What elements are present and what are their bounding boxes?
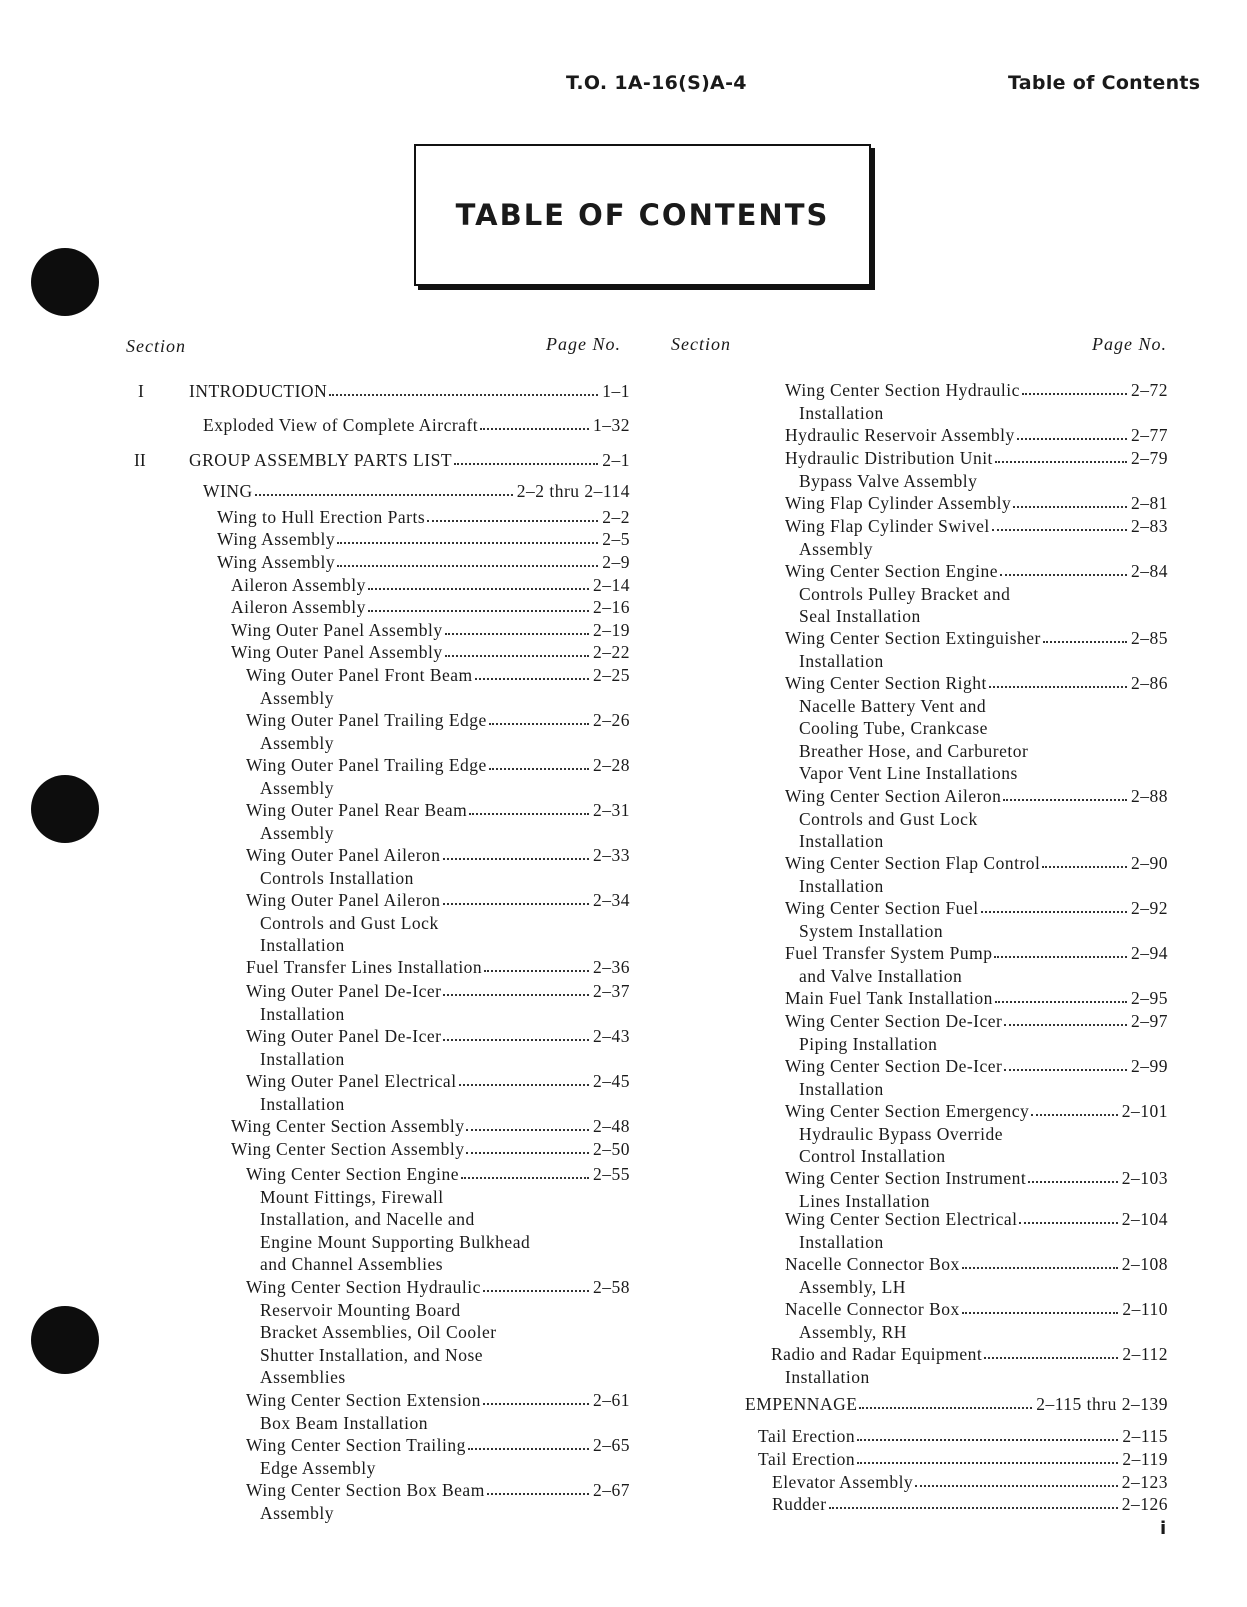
toc-entry bbox=[771, 1343, 1168, 1365]
toc-entry bbox=[772, 1471, 1168, 1493]
toc-entry-title: Wing Center Section De-Icer bbox=[785, 1056, 1003, 1076]
toc-entry bbox=[246, 1070, 630, 1092]
toc-entry-title: Wing Flap Cylinder Assembly bbox=[785, 493, 1012, 513]
toc-entry bbox=[785, 1100, 1168, 1122]
toc-entry-continuation: Bypass Valve Assembly bbox=[799, 470, 978, 491]
toc-entry-title: Wing Center Section Assembly bbox=[231, 1116, 465, 1136]
toc-entry-continuation: Vapor Vent Line Installations bbox=[799, 763, 1018, 783]
toc-entry-page: 2–90 bbox=[1131, 853, 1168, 873]
dot-leader bbox=[1042, 852, 1127, 868]
toc-entry-page: 2–14 bbox=[593, 575, 630, 595]
toc-entry bbox=[785, 1298, 1168, 1320]
toc-entry-continuation: Installation bbox=[260, 1048, 345, 1069]
toc-entry bbox=[246, 980, 630, 1002]
toc-entry-title: Wing Center Section Right bbox=[785, 673, 987, 693]
toc-entry-title: Fuel Transfer System Pump bbox=[785, 943, 993, 963]
toc-entry-title: Wing Center Section Flap Control bbox=[785, 853, 1041, 873]
toc-entry-page: 2–37 bbox=[593, 981, 630, 1001]
toc-entry-continuation: Nacelle Battery Vent and bbox=[799, 695, 987, 716]
toc-entry-title: Wing Center Section Engine bbox=[785, 561, 999, 581]
toc-entry-continuation: Installation bbox=[799, 831, 884, 851]
dot-leader bbox=[981, 897, 1127, 913]
toc-entry-page: 2–33 bbox=[593, 845, 630, 865]
dot-leader bbox=[475, 664, 589, 680]
toc-entry bbox=[785, 1167, 1168, 1189]
toc-entry-continuation: and Channel Assemblies bbox=[260, 1254, 444, 1274]
dot-leader bbox=[489, 754, 589, 770]
dot-leader bbox=[368, 574, 589, 590]
toc-entry-page: 2–108 bbox=[1121, 1254, 1168, 1274]
dot-leader bbox=[984, 1343, 1118, 1359]
toc-entry-title: Wing Assembly bbox=[217, 529, 336, 549]
toc-entry-page: 2–58 bbox=[593, 1277, 630, 1297]
dot-leader bbox=[484, 956, 589, 972]
section-numeral: I bbox=[138, 381, 144, 401]
toc-entry bbox=[217, 528, 630, 550]
toc-entry-title: Wing Outer Panel Trailing Edge bbox=[246, 755, 487, 775]
dot-leader bbox=[483, 1276, 589, 1292]
toc-entry bbox=[246, 889, 630, 911]
toc-entry-title: Aileron Assembly bbox=[231, 597, 366, 617]
binder-hole bbox=[31, 1306, 99, 1374]
toc-entry-page: 2–97 bbox=[1131, 1011, 1168, 1031]
dot-leader bbox=[962, 1253, 1118, 1269]
dot-leader bbox=[962, 1298, 1119, 1314]
running-header: Table of Contents bbox=[1008, 72, 1201, 94]
toc-entry bbox=[785, 447, 1168, 469]
toc-entry-page: 2–2 bbox=[602, 507, 630, 527]
toc-entry bbox=[189, 449, 630, 471]
toc-entry bbox=[785, 560, 1168, 582]
toc-entry-title: Wing Outer Panel Front Beam bbox=[246, 665, 473, 685]
toc-entry-title: Wing Center Section Box Beam bbox=[246, 1480, 485, 1500]
dot-leader bbox=[337, 528, 598, 544]
toc-entry-page: 2–1 bbox=[602, 450, 630, 470]
toc-entry-continuation: Assembly bbox=[260, 732, 334, 753]
toc-entry-continuation: Installation bbox=[785, 1366, 870, 1387]
toc-entry bbox=[231, 619, 630, 641]
toc-entry-page: 2–126 bbox=[1121, 1494, 1168, 1514]
toc-entry-title: Wing Center Section Assembly bbox=[231, 1139, 465, 1159]
toc-entry-title: Wing Center Section Emergency bbox=[785, 1101, 1030, 1121]
toc-entry-page: 2–43 bbox=[593, 1026, 630, 1046]
toc-entry bbox=[231, 596, 630, 618]
toc-entry-continuation: Reservoir Mounting Board bbox=[260, 1299, 461, 1320]
title-box bbox=[414, 144, 871, 286]
toc-entry-title: Wing Outer Panel Rear Beam bbox=[246, 800, 468, 820]
right-page-header: Page No. bbox=[1092, 334, 1167, 354]
toc-entry bbox=[203, 414, 630, 436]
toc-entry-page: 2–28 bbox=[593, 755, 630, 775]
toc-entry-page: 2–86 bbox=[1131, 673, 1168, 693]
dot-leader bbox=[427, 506, 598, 522]
toc-entry-page: 2–104 bbox=[1121, 1209, 1168, 1229]
toc-entry-page: 2–92 bbox=[1131, 898, 1168, 918]
dot-leader bbox=[443, 844, 589, 860]
toc-entry bbox=[231, 1115, 630, 1137]
toc-entry-continuation: Box Beam Installation bbox=[260, 1412, 428, 1433]
toc-entry-page: 2–99 bbox=[1131, 1056, 1168, 1076]
toc-entry bbox=[785, 515, 1168, 537]
toc-entry-title: Wing to Hull Erection Parts bbox=[217, 507, 426, 527]
dot-leader bbox=[337, 551, 598, 567]
dot-leader bbox=[992, 515, 1127, 531]
toc-entry-page: 2–110 bbox=[1122, 1299, 1168, 1319]
dot-leader bbox=[857, 1448, 1118, 1464]
toc-entry-continuation: Assembly bbox=[260, 777, 334, 798]
toc-entry bbox=[785, 672, 1168, 694]
left-page-header: Page No. bbox=[546, 334, 621, 354]
toc-entry bbox=[785, 852, 1168, 874]
toc-entry-title: GROUP ASSEMBLY PARTS LIST bbox=[189, 450, 453, 470]
toc-entry-page: 2–79 bbox=[1131, 448, 1168, 468]
binder-hole bbox=[31, 775, 99, 843]
toc-entry-page: 2–61 bbox=[593, 1390, 630, 1410]
toc-entry-continuation: Lines Installation bbox=[799, 1190, 930, 1211]
dot-leader bbox=[445, 619, 589, 635]
toc-entry-page: 2–67 bbox=[593, 1480, 630, 1500]
toc-entry-title: Wing Outer Panel Electrical bbox=[246, 1071, 457, 1091]
toc-entry-continuation: Hydraulic Bypass Override bbox=[799, 1123, 1003, 1144]
toc-entry-continuation: Assembly bbox=[260, 687, 334, 708]
dot-leader bbox=[1003, 785, 1127, 801]
dot-leader bbox=[1004, 1055, 1127, 1071]
toc-entry-title: WING bbox=[203, 481, 253, 501]
toc-entry bbox=[246, 844, 630, 866]
dot-leader bbox=[480, 414, 589, 430]
toc-entry bbox=[246, 709, 630, 731]
toc-entry-title: Main Fuel Tank Installation bbox=[785, 988, 993, 1008]
toc-entry-page: 2–77 bbox=[1131, 425, 1168, 445]
dot-leader bbox=[445, 641, 589, 657]
toc-entry-page: 2–81 bbox=[1131, 493, 1168, 513]
toc-entry-continuation: Assembly, LH bbox=[799, 1276, 906, 1297]
page-number: i bbox=[1160, 1518, 1167, 1539]
toc-entry bbox=[785, 1253, 1168, 1275]
dot-leader bbox=[859, 1393, 1032, 1409]
toc-entry-page: 2–55 bbox=[593, 1164, 630, 1184]
toc-entry-continuation: Piping Installation bbox=[799, 1033, 938, 1054]
toc-entry-title: Hydraulic Distribution Unit bbox=[785, 448, 993, 468]
dot-leader bbox=[329, 380, 598, 396]
toc-entry-page: 2–72 bbox=[1131, 380, 1168, 400]
toc-entry-page: 2–94 bbox=[1131, 943, 1168, 963]
toc-entry-continuation: Assembly bbox=[260, 1502, 334, 1523]
toc-entry-page: 2–19 bbox=[593, 620, 630, 640]
toc-entry bbox=[246, 1389, 630, 1411]
dot-leader bbox=[483, 1389, 589, 1405]
toc-entry-page: 2–112 bbox=[1122, 1344, 1168, 1364]
toc-entry-page: 2–85 bbox=[1131, 628, 1168, 648]
toc-entry-page: 2–9 bbox=[602, 552, 630, 572]
toc-entry bbox=[745, 1393, 1168, 1415]
toc-entry-page: 2–25 bbox=[593, 665, 630, 685]
toc-entry-continuation: Assembly, RH bbox=[799, 1321, 907, 1342]
toc-entry bbox=[189, 380, 630, 402]
toc-entry-continuation: Controls Installation bbox=[260, 867, 414, 888]
toc-entry-title: Wing Center Section Fuel bbox=[785, 898, 979, 918]
toc-entry-title: Wing Outer Panel Aileron bbox=[246, 845, 441, 865]
dot-leader bbox=[443, 1025, 589, 1041]
toc-entry bbox=[246, 1276, 630, 1298]
dot-leader bbox=[487, 1479, 589, 1495]
toc-entry bbox=[246, 754, 630, 776]
toc-entry-page: 2–119 bbox=[1122, 1449, 1168, 1469]
toc-entry-continuation: Edge Assembly bbox=[260, 1457, 376, 1478]
toc-entry bbox=[203, 480, 630, 502]
toc-entry-title: EMPENNAGE bbox=[745, 1394, 858, 1414]
toc-entry-title: Wing Center Section Instrument bbox=[785, 1168, 1027, 1188]
toc-entry-continuation: System Installation bbox=[799, 920, 944, 941]
toc-entry-continuation: Bracket Assemblies, Oil Cooler bbox=[260, 1322, 497, 1342]
toc-entry bbox=[785, 1055, 1168, 1077]
toc-entry-title: INTRODUCTION bbox=[189, 381, 328, 401]
toc-entry bbox=[217, 506, 630, 528]
dot-leader bbox=[829, 1493, 1118, 1509]
dot-leader bbox=[1031, 1100, 1117, 1116]
toc-entry-title: Wing Outer Panel De-Icer bbox=[246, 1026, 442, 1046]
dot-leader bbox=[469, 799, 589, 815]
toc-entry-title: Nacelle Connector Box bbox=[785, 1299, 960, 1319]
toc-entry-continuation: Control Installation bbox=[799, 1146, 946, 1166]
toc-entry bbox=[758, 1425, 1168, 1447]
toc-entry-title: Wing Outer Panel Aileron bbox=[246, 890, 441, 910]
toc-entry bbox=[246, 1479, 630, 1501]
dot-leader bbox=[489, 709, 589, 725]
dot-leader bbox=[1017, 424, 1127, 440]
toc-entry-continuation: Mount Fittings, Firewall bbox=[260, 1186, 444, 1207]
dot-leader bbox=[1043, 627, 1127, 643]
toc-entry bbox=[785, 424, 1168, 446]
dot-leader bbox=[459, 1070, 589, 1086]
dot-leader bbox=[466, 1138, 589, 1154]
toc-entry-continuation: Installation bbox=[260, 1003, 345, 1024]
toc-entry-page: 2–5 bbox=[602, 529, 630, 549]
toc-entry-continuation: Installation bbox=[799, 1231, 884, 1252]
dot-leader bbox=[468, 1434, 589, 1450]
toc-entry-continuation: Shutter Installation, and Nose bbox=[260, 1344, 484, 1365]
toc-entry-title: Exploded View of Complete Aircraft bbox=[203, 415, 479, 435]
toc-entry bbox=[217, 551, 630, 573]
toc-entry-page: 2–65 bbox=[593, 1435, 630, 1455]
toc-entry-title: Wing Center Section Engine bbox=[246, 1164, 460, 1184]
toc-entry-page: 2–123 bbox=[1121, 1472, 1168, 1492]
dot-leader bbox=[443, 980, 589, 996]
dot-leader bbox=[461, 1163, 589, 1179]
dot-leader bbox=[466, 1115, 589, 1131]
toc-entry-continuation: Controls and Gust Lock bbox=[260, 912, 439, 933]
toc-entry bbox=[246, 1025, 630, 1047]
toc-entry-continuation: Installation, and Nacelle and bbox=[260, 1209, 475, 1229]
toc-entry-continuation: Cooling Tube, Crankcase bbox=[799, 718, 988, 738]
toc-entry-continuation: Installation bbox=[799, 402, 884, 423]
toc-entry-page: 2–22 bbox=[593, 642, 630, 662]
toc-entry-page: 2–83 bbox=[1131, 516, 1168, 536]
toc-entry bbox=[231, 1138, 630, 1160]
toc-entry-page: 2–101 bbox=[1121, 1101, 1168, 1121]
dot-leader bbox=[368, 596, 589, 612]
toc-entry-page: 1–1 bbox=[602, 381, 630, 401]
toc-entry-continuation: Controls and Gust Lock bbox=[799, 808, 978, 829]
toc-entry-title: Fuel Transfer Lines Installation bbox=[246, 957, 483, 977]
toc-entry-title: Wing Center Section Electrical bbox=[785, 1209, 1018, 1229]
toc-entry-title: Wing Outer Panel Assembly bbox=[231, 642, 443, 662]
toc-entry-title: Wing Outer Panel Assembly bbox=[231, 620, 443, 640]
toc-entry bbox=[246, 956, 630, 978]
toc-entry-page: 2–16 bbox=[593, 597, 630, 617]
dot-leader bbox=[255, 480, 513, 496]
toc-entry-page: 2–31 bbox=[593, 800, 630, 820]
toc-entry bbox=[231, 574, 630, 596]
dot-leader bbox=[994, 942, 1127, 958]
toc-entry bbox=[246, 799, 630, 821]
toc-entry bbox=[785, 942, 1168, 964]
toc-entry-title: Wing Flap Cylinder Swivel bbox=[785, 516, 990, 536]
toc-entry-page: 1–32 bbox=[593, 415, 630, 435]
toc-entry bbox=[246, 664, 630, 686]
toc-entry bbox=[231, 641, 630, 663]
toc-entry-title: Wing Center Section Trailing bbox=[246, 1435, 466, 1455]
toc-entry-continuation: and Valve Installation bbox=[799, 965, 963, 986]
toc-entry-page: 2–103 bbox=[1121, 1168, 1168, 1188]
toc-entry-continuation: Installation bbox=[260, 1093, 345, 1114]
page-title: TABLE OF CONTENTS bbox=[455, 198, 830, 232]
dot-leader bbox=[454, 449, 598, 465]
binder-hole bbox=[31, 248, 99, 316]
toc-entry-title: Wing Center Section De-Icer bbox=[785, 1011, 1003, 1031]
toc-entry-title: Wing Center Section Extinguisher bbox=[785, 628, 1041, 648]
toc-entry-title: Wing Outer Panel Trailing Edge bbox=[246, 710, 487, 730]
toc-entry-continuation: Controls Pulley Bracket and bbox=[799, 583, 1011, 604]
toc-entry-page: 2–88 bbox=[1131, 786, 1168, 806]
toc-entry-page: 2–115 thru 2–139 bbox=[1036, 1394, 1168, 1414]
toc-entry-continuation: Installation bbox=[799, 650, 884, 671]
toc-entry-title: Wing Center Section Hydraulic bbox=[785, 380, 1020, 400]
toc-entry-title: Wing Assembly bbox=[217, 552, 336, 572]
dot-leader bbox=[1022, 379, 1127, 395]
toc-entry-continuation: Assembly bbox=[260, 822, 334, 843]
toc-entry-title: Wing Center Section Extension bbox=[246, 1390, 481, 1410]
dot-leader bbox=[1000, 560, 1127, 576]
toc-entry bbox=[772, 1493, 1168, 1515]
dot-leader bbox=[915, 1471, 1118, 1487]
toc-entry-page: 2–36 bbox=[593, 957, 630, 977]
toc-entry-title: Aileron Assembly bbox=[231, 575, 366, 595]
dot-leader bbox=[443, 889, 589, 905]
toc-entry-continuation: Seal Installation bbox=[799, 606, 921, 626]
toc-entry-title: Nacelle Connector Box bbox=[785, 1254, 960, 1274]
toc-entry bbox=[785, 1010, 1168, 1032]
dot-leader bbox=[857, 1425, 1118, 1441]
toc-entry-title: Tail Erection bbox=[758, 1449, 856, 1469]
toc-entry-page: 2–45 bbox=[593, 1071, 630, 1091]
toc-entry bbox=[785, 1208, 1168, 1230]
right-section-header: Section bbox=[671, 334, 731, 354]
left-section-header: Section bbox=[126, 336, 186, 356]
dot-leader bbox=[989, 672, 1127, 688]
dot-leader bbox=[1028, 1167, 1117, 1183]
toc-entry bbox=[785, 785, 1168, 807]
toc-entry-title: Radio and Radar Equipment bbox=[771, 1344, 983, 1364]
section-numeral: II bbox=[134, 450, 146, 470]
toc-entry-continuation: Installation bbox=[799, 875, 884, 896]
dot-leader bbox=[1004, 1010, 1127, 1026]
toc-entry bbox=[785, 987, 1168, 1009]
toc-entry-page: 2–84 bbox=[1131, 561, 1168, 581]
toc-entry bbox=[785, 897, 1168, 919]
document-number: T.O. 1A-16(S)A-4 bbox=[566, 72, 747, 94]
toc-entry-page: 2–34 bbox=[593, 890, 630, 910]
toc-entry-page: 2–2 thru 2–114 bbox=[516, 481, 630, 501]
toc-entry bbox=[785, 627, 1168, 649]
toc-entry bbox=[246, 1163, 630, 1185]
toc-entry-title: Wing Center Section Hydraulic bbox=[246, 1277, 481, 1297]
toc-entry-title: Wing Center Section Aileron bbox=[785, 786, 1002, 806]
toc-entry-title: Rudder bbox=[772, 1494, 827, 1514]
dot-leader bbox=[995, 447, 1127, 463]
toc-entry-continuation: Assemblies bbox=[260, 1367, 346, 1387]
toc-entry bbox=[246, 1434, 630, 1456]
toc-entry-continuation: Breather Hose, and Carburetor bbox=[799, 740, 1029, 761]
toc-entry-page: 2–115 bbox=[1122, 1426, 1168, 1446]
toc-entry bbox=[758, 1448, 1168, 1470]
toc-entry-page: 2–95 bbox=[1131, 988, 1168, 1008]
toc-entry bbox=[785, 379, 1168, 401]
toc-entry-title: Elevator Assembly bbox=[772, 1472, 914, 1492]
toc-entry-title: Wing Outer Panel De-Icer bbox=[246, 981, 442, 1001]
toc-entry-continuation: Engine Mount Supporting Bulkhead bbox=[260, 1231, 531, 1252]
toc-entry-continuation: Installation bbox=[260, 935, 345, 955]
dot-leader bbox=[1013, 492, 1127, 508]
toc-entry-page: 2–48 bbox=[593, 1116, 630, 1136]
toc-entry-page: 2–50 bbox=[593, 1139, 630, 1159]
toc-entry bbox=[785, 492, 1168, 514]
toc-entry-continuation: Installation bbox=[799, 1078, 884, 1099]
toc-entry-page: 2–26 bbox=[593, 710, 630, 730]
toc-entry-continuation: Assembly bbox=[799, 538, 873, 559]
dot-leader bbox=[995, 987, 1127, 1003]
toc-entry-title: Tail Erection bbox=[758, 1426, 856, 1446]
dot-leader bbox=[1019, 1208, 1117, 1224]
toc-entry-title: Hydraulic Reservoir Assembly bbox=[785, 425, 1015, 445]
